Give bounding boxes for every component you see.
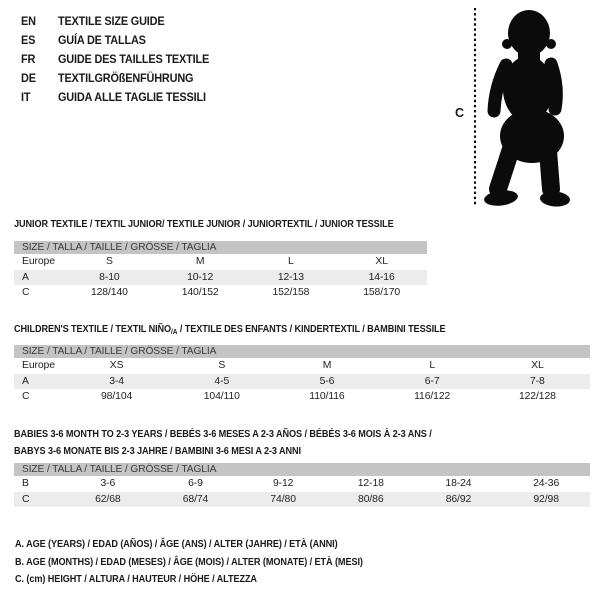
size-cell: 74/80 bbox=[239, 492, 327, 508]
size-cell: 104/110 bbox=[203, 391, 240, 403]
size-cell: 3-6 bbox=[100, 478, 116, 490]
baby-silhouette-icon bbox=[452, 5, 600, 211]
size-cell: 110/116 bbox=[309, 391, 345, 403]
size-cell: 6-9 bbox=[188, 478, 203, 490]
table-row-age bbox=[14, 270, 427, 286]
size-cell: 80/86 bbox=[327, 492, 415, 508]
size-cell: M bbox=[322, 360, 332, 372]
legend-line-b: B. AGE (MONTHS) / EDAD (MESES) / ÂGE (MOIS) / ALTER (MONATE) / ETÀ (MESI) bbox=[15, 555, 363, 568]
size-cell: 6-7 bbox=[380, 374, 485, 390]
size-cell: 14-16 bbox=[336, 270, 427, 286]
size-cell: L bbox=[288, 256, 294, 268]
language-title: GUÍA DE TALLAS bbox=[57, 33, 146, 48]
size-cell: M bbox=[195, 256, 205, 268]
size-header-row bbox=[14, 241, 427, 254]
language-title: TEXTILE SIZE GUIDE bbox=[57, 14, 165, 29]
size-cell: 68/74 bbox=[152, 492, 240, 508]
size-cell: 152/158 bbox=[272, 287, 310, 299]
language-code: EN bbox=[21, 14, 36, 29]
legend-line-a: A. AGE (YEARS) / EDAD (AÑOS) / ÂGE (ANS) / ALTER (JAHRE) / ETÀ (ANNI) bbox=[15, 538, 338, 550]
legend-line-c: C. (cm) HEIGHT / ALTURA / HAUTEUR / HÖHE / ALTEZZA bbox=[15, 573, 257, 586]
table-row-age bbox=[14, 374, 590, 390]
size-cell: XS bbox=[109, 360, 124, 372]
table-row-europe bbox=[14, 254, 427, 270]
table-row-height bbox=[14, 389, 590, 405]
language-title: TEXTILGRÖßENFÜHRUNG bbox=[57, 70, 194, 85]
size-header-row bbox=[14, 345, 590, 358]
row-label: A bbox=[14, 270, 64, 286]
row-label: Europe bbox=[22, 256, 55, 268]
row-label: C bbox=[22, 391, 30, 403]
size-cell: 12-13 bbox=[246, 270, 337, 286]
size-cell: 128/140 bbox=[90, 287, 128, 299]
table-row-height bbox=[14, 492, 590, 508]
legend bbox=[15, 536, 415, 589]
size-cell: 4-5 bbox=[169, 374, 274, 390]
language-code: FR bbox=[21, 51, 36, 66]
babies-table-title bbox=[14, 426, 432, 459]
size-cell: 10-12 bbox=[155, 270, 246, 286]
language-title: GUIDE DES TAILLES TEXTILE bbox=[57, 51, 210, 66]
size-cell: 9-12 bbox=[272, 478, 294, 490]
table-row-europe bbox=[14, 358, 590, 374]
language-code: IT bbox=[21, 89, 31, 104]
children-title-text-2: / TEXTILE DES ENFANTS / KINDERTEXTIL / BAMBINI TESSILE bbox=[177, 323, 446, 335]
size-cell: XL bbox=[531, 360, 544, 372]
size-cell: 62/68 bbox=[64, 492, 152, 508]
row-label: B bbox=[22, 478, 29, 490]
size-header-cell: SIZE / TALLA / TAILLE / GRÖSSE / TAGLIA bbox=[14, 463, 590, 476]
language-list bbox=[21, 12, 235, 106]
size-cell: XL bbox=[375, 256, 388, 268]
children-title-text: CHILDREN'S TEXTILE / TEXTIL NIÑO bbox=[14, 323, 172, 335]
language-row-fr bbox=[21, 50, 209, 69]
children-size-table bbox=[14, 345, 590, 405]
row-label: Europe bbox=[22, 360, 55, 372]
size-cell: 116/122 bbox=[414, 391, 451, 403]
table-row-months bbox=[14, 476, 590, 492]
height-c-label: C bbox=[455, 106, 465, 120]
language-row-de bbox=[21, 68, 209, 87]
children-table-title bbox=[14, 321, 446, 341]
size-cell: S bbox=[105, 256, 113, 268]
babies-size-table bbox=[14, 463, 590, 507]
size-header-cell: SIZE / TALLA / TAILLE / GRÖSSE / TAGLIA bbox=[14, 345, 590, 358]
language-row-it bbox=[21, 87, 209, 106]
row-label: C bbox=[22, 287, 30, 299]
size-cell: 3-4 bbox=[64, 374, 169, 390]
language-code: DE bbox=[21, 70, 36, 85]
size-cell: 86/92 bbox=[415, 492, 503, 508]
size-cell: 8-10 bbox=[64, 270, 155, 286]
size-cell: L bbox=[429, 360, 435, 372]
size-header-cell: SIZE / TALLA / TAILLE / GRÖSSE / TAGLIA bbox=[14, 241, 427, 254]
babies-title-line-1: BABIES 3-6 MONTH TO 2-3 YEARS / BEBÉS 3-6 MESES A 2-3 AÑOS / BÉBÉS 3-6 MOIS À 2-3 ANS / bbox=[14, 428, 432, 440]
language-code: ES bbox=[21, 33, 36, 48]
babies-title-line-2: BABYS 3-6 MONATE BIS 2-3 JAHRE / BAMBINI 3-6 MESI A 2-3 ANNI bbox=[14, 444, 301, 457]
language-row-en bbox=[21, 12, 209, 31]
size-cell: 140/152 bbox=[181, 287, 219, 299]
size-cell: 122/128 bbox=[518, 391, 556, 403]
children-title-subscript: /A bbox=[171, 327, 178, 336]
junior-table-title: JUNIOR TEXTILE / TEXTIL JUNIOR/ TEXTILE JUNIOR / JUNIORTEXTIL / JUNIOR TESSILE bbox=[14, 218, 394, 230]
row-label: A bbox=[14, 374, 64, 390]
language-title: GUIDA ALLE TAGLIE TESSILI bbox=[57, 89, 206, 104]
size-cell: S bbox=[218, 360, 226, 372]
size-cell: 158/170 bbox=[363, 287, 401, 299]
language-row-es bbox=[21, 31, 209, 50]
size-cell: 12-18 bbox=[357, 478, 384, 490]
table-row-height bbox=[14, 285, 427, 301]
size-cell: 18-24 bbox=[445, 478, 472, 490]
size-cell: 7-8 bbox=[485, 374, 590, 390]
size-cell: 98/104 bbox=[101, 391, 133, 403]
size-cell: 24-36 bbox=[533, 478, 560, 490]
baby-height-figure bbox=[452, 5, 600, 211]
size-header-row bbox=[14, 463, 590, 476]
size-cell: 92/98 bbox=[502, 492, 590, 508]
junior-size-table bbox=[14, 241, 427, 301]
row-label: C bbox=[14, 492, 64, 508]
size-cell: 5-6 bbox=[274, 374, 379, 390]
